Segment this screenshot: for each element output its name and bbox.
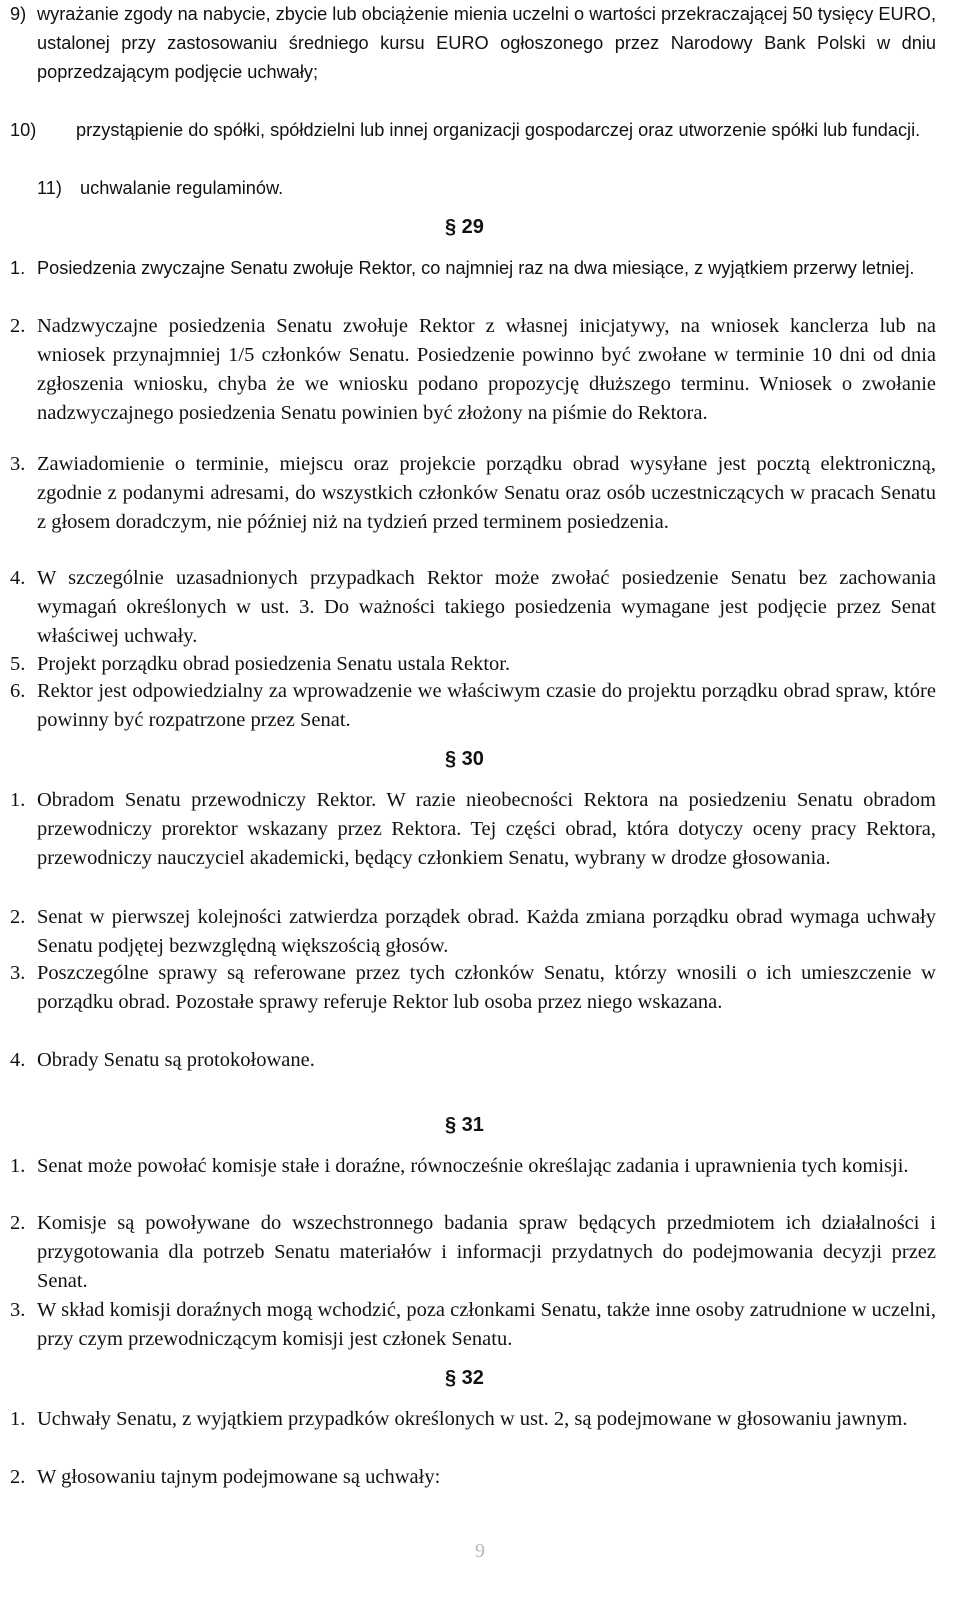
item-text: Zawiadomienie o terminie, miejscu oraz projekcie porządku obrad wysyłane jest pocztą elektroniczną, zgodnie z podanymi adresami, do wszystkich członków Senatu oraz osób uczestniczących w pracach Senatu z głosem doradczym, nie później niż na tydzień przed terminem posiedzenia. bbox=[37, 453, 936, 533]
item-text: Nadzwyczajne posiedzenia Senatu zwołuje Rektor z własnej inicjatywy, na wniosek kanclerza lub na wniosek przynajmniej 1/5 członków Senatu. Posiedzenie powinno być zwołane w terminie 10 dni od dnia zgłoszenia wniosku, chyba że we wniosku podano propozycję dłuższego terminu. Wniosek o zwołanie nadzwyczajnego posiedzenia Senatu powinien być złożony na piśmie do Rektora. bbox=[37, 315, 936, 424]
item-number: 10) bbox=[10, 120, 37, 140]
item-number: 11) bbox=[37, 178, 62, 198]
item-number: 5. bbox=[10, 653, 26, 675]
item-number: 1. bbox=[10, 258, 26, 278]
item-text: Projekt porządku obrad posiedzenia Senatu ustala Rektor. bbox=[37, 653, 511, 675]
item-text: W głosowaniu tajnym podejmowane są uchwały: bbox=[37, 1466, 441, 1488]
item-text: Uchwały Senatu, z wyjątkiem przypadków określonych w ust. 2, są podejmowane w głosowaniu jawnym. bbox=[37, 1408, 908, 1430]
item-text: przystąpienie do spółki, spółdzielni lub innej organizacji gospodarczej oraz utworzenie spółki lub fundacji. bbox=[76, 120, 921, 140]
item-text: Obrady Senatu są protokołowane. bbox=[37, 1049, 315, 1071]
item-text: W szczególnie uzasadnionych przypadkach Rektor może zwołać posiedzenie Senatu bez zachowania wymagań określonych w ust. 3. Do ważności takiego posiedzenia wymagane jest podjęcie przez Senat właściwej uchwały. bbox=[37, 567, 936, 647]
item-number: 9) bbox=[10, 4, 27, 24]
section-heading-30: § 30 bbox=[445, 748, 484, 770]
item-text: Komisje są powoływane do wszechstronnego badania spraw będących przedmiotem ich działalności i przygotowania dla potrzeb Senatu materiałów i informacji przydatnych do podejmowania decyzji przez Senat. bbox=[37, 1212, 936, 1292]
section-heading-29: § 29 bbox=[445, 216, 484, 238]
item-text: Obradom Senatu przewodniczy Rektor. W razie nieobecności Rektora na posiedzeniu Senatu obradom przewodniczy prorektor wskazany przez Rektora. Tej części obrad, która dotyczy oceny pracy Rektora, przewodniczy nauczyciel akademicki, będący członkiem Senatu, wybrany w drodze głosowania. bbox=[37, 789, 936, 869]
item-text: Rektor jest odpowiedzialny za wprowadzenie we właściwym czasie do projektu porządku obrad spraw, które powinny być rozpatrzone przez Senat. bbox=[37, 680, 936, 731]
item-text: W skład komisji doraźnych mogą wchodzić, poza członkami Senatu, także inne osoby zatrudnione w uczelni, przy czym przewodniczącym komisji jest członek Senatu. bbox=[37, 1299, 936, 1350]
item-number: 1. bbox=[10, 789, 26, 811]
item-number: 2. bbox=[10, 906, 26, 928]
item-number: 2. bbox=[10, 315, 26, 337]
section-heading-32: § 32 bbox=[445, 1367, 484, 1389]
item-number: 3. bbox=[10, 962, 26, 984]
item-number: 3. bbox=[10, 1299, 26, 1321]
item-number: 6. bbox=[10, 680, 26, 702]
item-text: uchwalanie regulaminów. bbox=[80, 178, 284, 198]
item-number: 4. bbox=[10, 1049, 26, 1071]
item-number: 1. bbox=[10, 1155, 26, 1177]
item-text: Senat w pierwszej kolejności zatwierdza porządek obrad. Każda zmiana porządku obrad wymaga uchwały Senatu podjętej bezwzględną większością głosów. bbox=[37, 906, 936, 957]
item-number: 1. bbox=[10, 1408, 26, 1430]
section-heading-31: § 31 bbox=[445, 1114, 484, 1136]
item-text: Senat może powołać komisje stałe i doraźne, równocześnie określając zadania i uprawnienia tych komisji. bbox=[37, 1155, 909, 1177]
item-text: wyrażanie zgody na nabycie, zbycie lub obciążenie mienia uczelni o wartości przekraczającej 50 tysięcy EURO, ustalonej przy zastosowaniu średniego kursu EURO ogłoszonego przez Narodowy Bank Polski w dniu poprzedzającym podjęcie uchwały; bbox=[37, 4, 936, 82]
item-number: 2. bbox=[10, 1466, 26, 1488]
item-text: Poszczególne sprawy są referowane przez tych członków Senatu, którzy wnosili o ich umieszczenie w porządku obrad. Pozostałe sprawy referuje Rektor lub osoba przez niego wskazana. bbox=[37, 962, 936, 1013]
page-number: 9 bbox=[475, 1540, 485, 1562]
item-text: Posiedzenia zwyczajne Senatu zwołuje Rektor, co najmniej raz na dwa miesiące, z wyjątkiem przerwy letniej. bbox=[37, 258, 915, 278]
item-number: 3. bbox=[10, 453, 26, 475]
item-number: 4. bbox=[10, 567, 26, 589]
item-number: 2. bbox=[10, 1212, 26, 1234]
